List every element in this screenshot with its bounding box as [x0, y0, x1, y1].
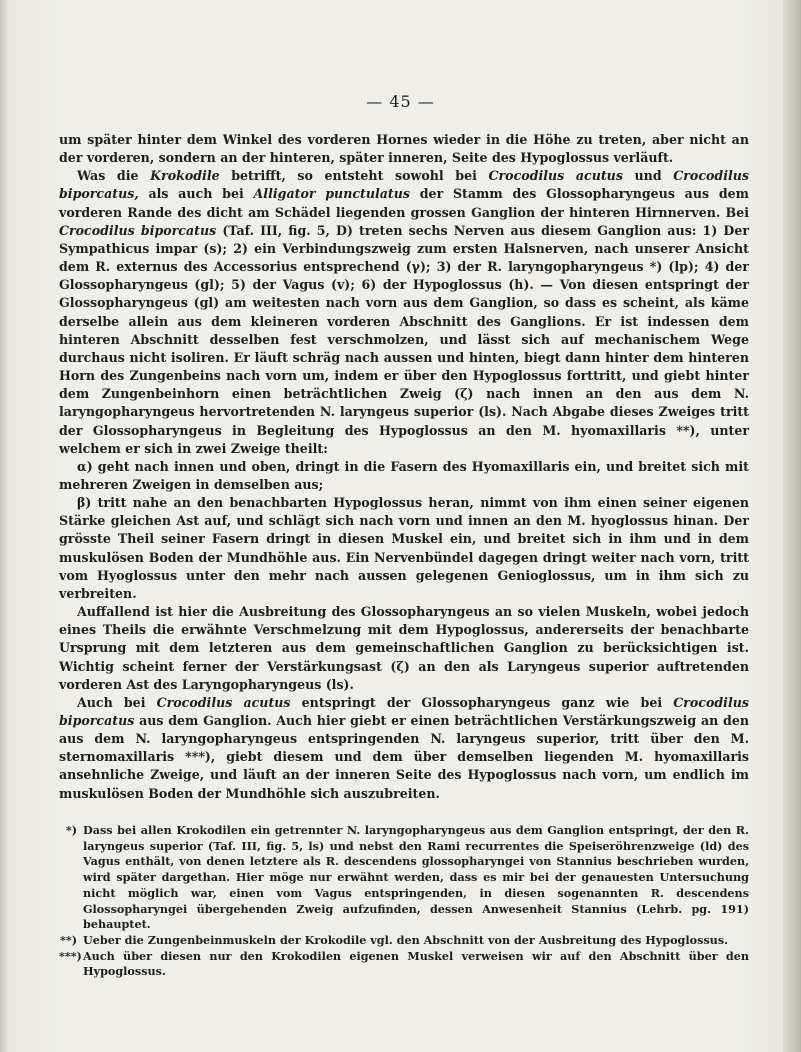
text-run: (Taf. III, fig. 5, D) treten sechs Nerven aus diesem Ganglion aus: 1) Der Sympathicus impar (s); 2) ein Verbindungszweig zum ersten Halsnerven, nach unserer Ansicht dem R. externus des Accessorius entsprechend (γ); 3) der R. laryngopharyngeus *) (lp); 4) der Glossopharyngeus (gl); 5) der Vagus (v); 6) der Hypoglossus (h). — Von diesen entspringt der Glossopharyngeus (gl) am weitesten nach vorn aus dem Ganglion, so dass es scheint, als käme derselbe allein aus dem kleineren vorderen Abschnitt des Ganglions. Er ist indessen dem hinteren Abschnitt desselben fest verschmolzen, und lässt sich auf mechanischem Wege durchaus nicht isoliren. Er läuft schräg nach aussen und hinten, biegt dann hinter dem hinteren Horn des Zungenbeins nach vorn um, indem er über den Hypoglossus forttritt, und giebt hinter dem Zungenbeinhorn einen beträchtlichen Zweig (ζ) nach innen an den aus dem N. laryngopharyngeus hervortretenden N. laryngeus superior (ls). Nach Abgabe dieses Zweiges tritt der Glossopharyngeus in Begleitung des Hypoglossus an den M. hyomaxillaris **), unter welchem er sich in zwei Zweige theilt:	[59, 222, 749, 456]
italic-term: Crocodilus biporcatus	[59, 222, 217, 238]
page-number: — 45 —	[366, 92, 435, 111]
paragraph-crocodilus-acutus	[59, 694, 749, 803]
text-run: als auch bei	[138, 186, 254, 202]
italic-term: Crocodilus biporcatus	[59, 694, 749, 728]
page-edge-shadow	[783, 0, 801, 1052]
italic-term: Krokodile	[150, 168, 220, 184]
italic-term: Crocodilus biporcatus,	[59, 168, 750, 202]
footnote-marker: *)	[65, 823, 77, 837]
text-run: aus dem Ganglion. Auch hier giebt er einen beträchtlichen Verstärkungszweig an den aus dem N. laryngopharyngeus entspringenden N. laryngeus superior, tritt über den M. sternomaxillaris ***), giebt diesem und dem über demselben liegenden M. hyomaxillaris ansehnliche Zweige, und läuft an der inneren Seite des Hypoglossus nach vorn, um endlich im muskulösen Boden der Mundhöhle sich auszubreiten.	[59, 713, 749, 801]
footnote-3	[59, 949, 749, 980]
paragraph-krokodile	[59, 167, 749, 458]
footnote-text: Ueber die Zungenbeinmuskeln der Krokodile vgl. den Abschnitt von der Ausbreitung des Hypoglossus.	[83, 932, 729, 947]
paragraph-auffallend: Auffallend ist hier die Ausbreitung des Glossopharyngeus an so vielen Muskeln, wobei jedoch eines Theils die erwähnte Verschmelzung mit dem Hypoglossus, andererseits der benachbarte Ursprung mit dem letzteren aus dem gemeinschaftlichen Ganglion zu berücksichtigen ist. Wichtig scheint ferner der Verstärkungsast (ζ) an den als Laryngeus superior auftretenden vorderen Ast des Laryngopharyngeus (ls).	[59, 604, 749, 692]
italic-term: Crocodilus acutus	[488, 168, 623, 184]
footnote-text: Dass bei allen Krokodilen ein getrennter N. laryngopharyngeus aus dem Ganglion entspringt, der den R. laryngeus superior (Taf. III, fig. 5, ls) und nebst den Rami recurrentes die Speiseröhrenzweige (ld) des Vagus enthält, von denen letztere als R. descendens glossopharyngei von Stannius beschrieben wurden, wird später dargethan. Hier möge nur erwähnt werden, dass es mir bei der genauesten Untersuchung nicht möglich war, einen vom Vagus entspringenden, in diesen sogenannten R. descendens Glossopharyngei übergehenden Zweig aufzufinden, dessen Anwesenheit Stannius (Lehrb. pg. 191) behauptet.	[83, 823, 749, 932]
footnote-1	[59, 823, 749, 933]
footnote-marker: **)	[60, 932, 77, 947]
footnote-text: Auch über diesen nur den Krokodilen eigenen Muskel verweisen wir auf den Abschnitt über den Hypoglossus.	[83, 948, 749, 979]
text-run: betrifft, so entsteht sowohl bei	[219, 168, 489, 184]
body-text	[59, 131, 749, 803]
footnotes	[59, 823, 749, 980]
paragraph-continuation: um später hinter dem Winkel des vorderen Hornes wieder in die Höhe zu treten, aber nicht an der vorderen, sondern an der hinteren, später inneren, Seite des Hypoglossus verläuft.	[59, 132, 749, 166]
footnote-marker: ***)	[59, 948, 82, 963]
footnote-2	[59, 933, 749, 949]
text-run: der Stamm des Glossopharyngeus aus dem vorderen Rande des dicht am Schädel liegenden grossen Ganglion der hinteren Hirnnerven. Bei	[59, 186, 749, 220]
paragraph-beta: β) tritt nahe an den benachbarten Hypoglossus heran, nimmt von ihm einen seiner eigenen Stärke gleichen Ast auf, und schlägt sich nach vorn und innen an den M. hyoglossus hinan. Der grösste Theil seiner Fasern dringt in diesen Muskel ein, und breitet sich in ihm und in dem muskulösen Boden der Mundhöhle aus. Ein Nervenbündel dagegen dringt weiter nach vorn, tritt vom Hyoglossus unter den mehr nach aussen gelegenen Genioglossus, um in ihm sich zu verbreiten.	[59, 495, 749, 601]
text-run: Was die	[77, 168, 151, 184]
italic-term: Alligator punctulatus	[253, 186, 410, 202]
paragraph-alpha: α) geht nach innen und oben, dringt in die Fasern des Hyomaxillaris ein, und breitet sich mit mehreren Zweigen in demselben aus;	[59, 458, 749, 492]
text-run: Auch bei	[77, 694, 157, 710]
text-run: und	[622, 168, 674, 184]
italic-term: Crocodilus acutus	[156, 694, 291, 710]
page-gutter-shadow	[0, 0, 8, 1052]
text-run: entspringt der Glossopharyngeus ganz wie bei	[290, 694, 674, 710]
